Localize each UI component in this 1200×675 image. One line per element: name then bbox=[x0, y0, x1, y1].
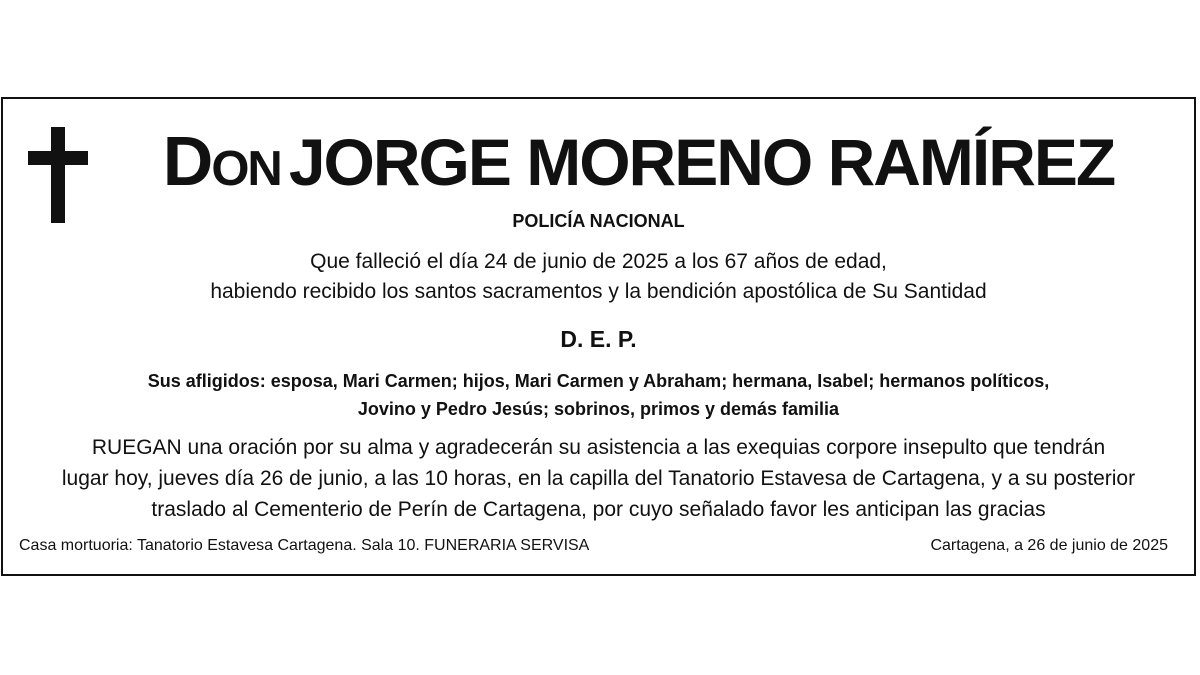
request-line: lugar hoy, jueves día 26 de junio, a las 10 horas, en la capilla del Tanatorio Estavesa de Cartagena, y a su posterior bbox=[61, 467, 1136, 490]
rest-in-peace: D. E. P. bbox=[560, 326, 637, 352]
obituary-notice bbox=[1, 97, 1196, 576]
deceased-full-name: JORGE MORENO RAMÍREZ bbox=[288, 125, 1115, 199]
death-announcement bbox=[3, 247, 1194, 307]
occupation-subtitle: POLICÍA NACIONAL bbox=[512, 211, 685, 231]
deceased-name bbox=[103, 121, 1174, 202]
funeral-home-info: Casa mortuoria: Tanatorio Estavesa Cartagena. Sala 10. FUNERARIA SERVISA bbox=[19, 537, 590, 554]
family-list bbox=[3, 367, 1194, 423]
honorific: Don bbox=[162, 122, 281, 200]
request-line: traslado al Cementerio de Perín de Cartagena, por cuyo señalado favor les anticipan las gracias bbox=[151, 498, 1046, 521]
family-line: Jovino y Pedro Jesús; sobrinos, primos y demás familia bbox=[357, 399, 840, 419]
intro-line: habiendo recibido los santos sacramentos y la bendición apostólica de Su Santidad bbox=[210, 280, 987, 303]
family-line: Sus afligidos: esposa, Mari Carmen; hijos, Mari Carmen y Abraham; hermana, Isabel; hermanos políticos, bbox=[147, 371, 1050, 391]
funeral-request bbox=[3, 432, 1194, 525]
place-date: Cartagena, a 26 de junio de 2025 bbox=[930, 537, 1168, 554]
intro-line: Que falleció el día 24 de junio de 2025 a los 67 años de edad, bbox=[310, 250, 887, 273]
request-line: RUEGAN una oración por su alma y agradecerán su asistencia a las exequias corpore insepulto que tendrán bbox=[91, 436, 1106, 459]
